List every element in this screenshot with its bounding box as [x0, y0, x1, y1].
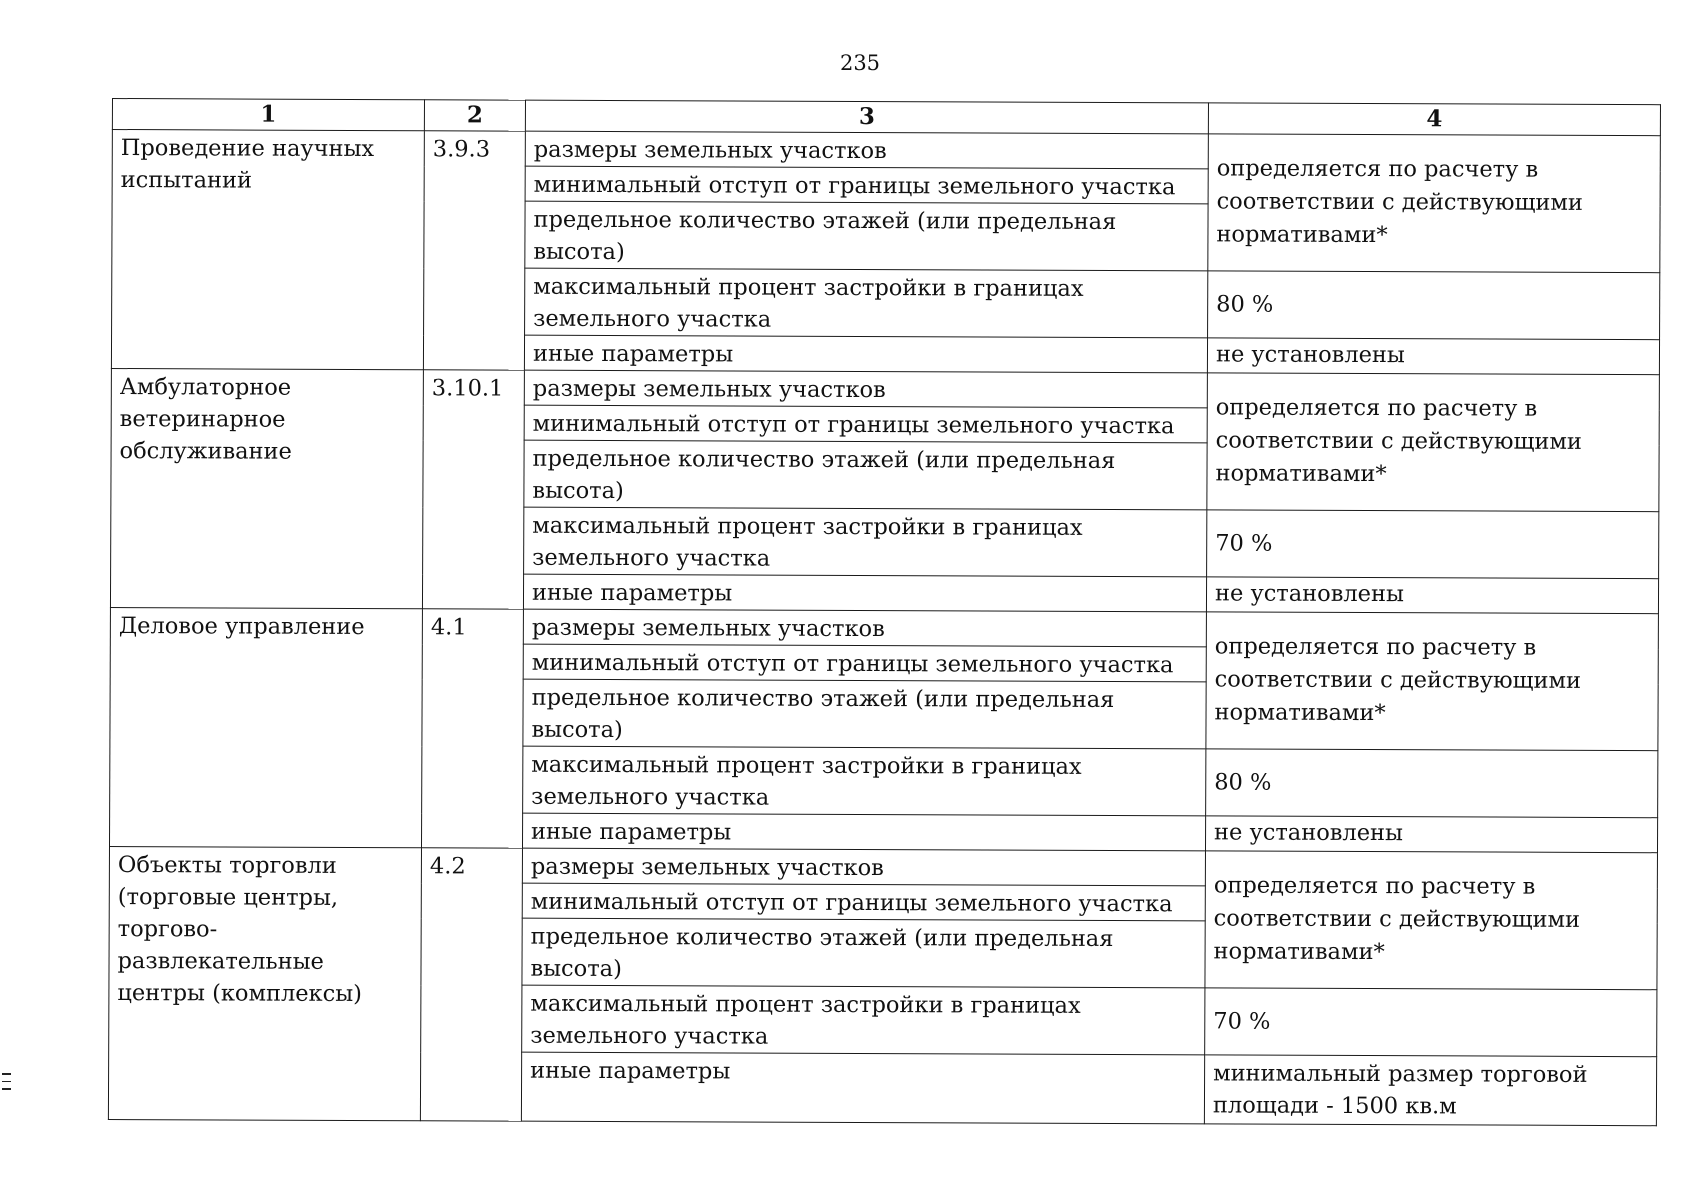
- value-cell: 80 %: [1206, 749, 1658, 818]
- use-type-code: 3.9.3: [423, 131, 525, 370]
- value-cell: определяется по расчету в соответствии с действующими нормативами*: [1208, 134, 1661, 273]
- param-cell: размеры земельных участков: [524, 370, 1207, 408]
- param-cell: иные параметры: [521, 1052, 1204, 1124]
- param-cell: максимальный процент застройки в границах земельного участка: [525, 268, 1208, 338]
- param-cell: иные параметры: [522, 813, 1205, 851]
- param-cell: предельное количество этажей (или предельная высота): [522, 918, 1205, 988]
- table-row: [111, 368, 1659, 409]
- param-cell: предельное количество этажей (или предельная высота): [525, 201, 1208, 271]
- scan-edge-mark: [2, 1081, 11, 1083]
- header-cell: 1: [112, 99, 424, 131]
- param-cell: иные параметры: [523, 574, 1206, 612]
- param-cell: размеры земельных участков: [525, 131, 1208, 169]
- param-cell: предельное количество этажей (или предельная высота): [524, 440, 1207, 510]
- param-cell: размеры земельных участков: [522, 848, 1205, 886]
- header-cell: 2: [424, 100, 525, 131]
- scan-edge-marks: [2, 1073, 11, 1096]
- value-cell: минимальный размер торговой площади - 1500 кв.м: [1204, 1055, 1656, 1126]
- value-cell: не установлены: [1205, 816, 1657, 853]
- param-cell: максимальный процент застройки в границах земельного участка: [522, 985, 1205, 1055]
- use-type-code: 4.1: [421, 609, 523, 848]
- scan-edge-mark: [2, 1073, 11, 1075]
- scan-edge-mark: [2, 1088, 11, 1090]
- param-cell: иные параметры: [524, 335, 1207, 373]
- param-cell: минимальный отступ от границы земельного участка: [524, 405, 1207, 443]
- use-type-name: Деловое управление: [109, 607, 422, 847]
- param-cell: размеры земельных участков: [523, 609, 1206, 647]
- table-row: [109, 846, 1657, 887]
- value-cell: 80 %: [1208, 271, 1660, 340]
- value-cell: не установлены: [1206, 577, 1658, 614]
- param-cell: минимальный отступ от границы земельного участка: [522, 883, 1205, 921]
- param-cell: максимальный процент застройки в границах земельного участка: [523, 746, 1206, 816]
- value-cell: определяется по расчету в соответствии с действующими нормативами*: [1206, 612, 1659, 751]
- header-cell: 4: [1208, 103, 1660, 136]
- param-cell: минимальный отступ от границы земельного участка: [523, 644, 1206, 682]
- use-type-name: Амбулаторное ветеринарное обслуживание: [110, 368, 423, 608]
- page-number: 235: [839, 51, 881, 75]
- table-row: [110, 607, 1658, 648]
- use-type-name: Проведение научных испытаний: [111, 130, 424, 370]
- regulations-table: [108, 98, 1661, 1126]
- value-cell: определяется по расчету в соответствии с действующими нормативами*: [1205, 851, 1658, 990]
- use-type-code: 3.10.1: [422, 370, 524, 609]
- param-cell: минимальный отступ от границы земельного участка: [525, 166, 1208, 204]
- value-cell: определяется по расчету в соответствии с действующими нормативами*: [1207, 373, 1660, 512]
- document-sheet: [108, 98, 1660, 1126]
- use-type-name: Объекты торговли (торговые центры, торгово-развлекательные центры (комплексы): [108, 846, 421, 1120]
- header-cell: 3: [525, 100, 1208, 134]
- value-cell: не установлены: [1207, 338, 1659, 375]
- value-cell: 70 %: [1207, 510, 1659, 579]
- use-type-code: 4.2: [420, 848, 522, 1121]
- table-row: [112, 130, 1660, 171]
- value-cell: 70 %: [1205, 988, 1657, 1057]
- param-cell: предельное количество этажей (или предельная высота): [523, 679, 1206, 749]
- param-cell: максимальный процент застройки в границах земельного участка: [524, 507, 1207, 577]
